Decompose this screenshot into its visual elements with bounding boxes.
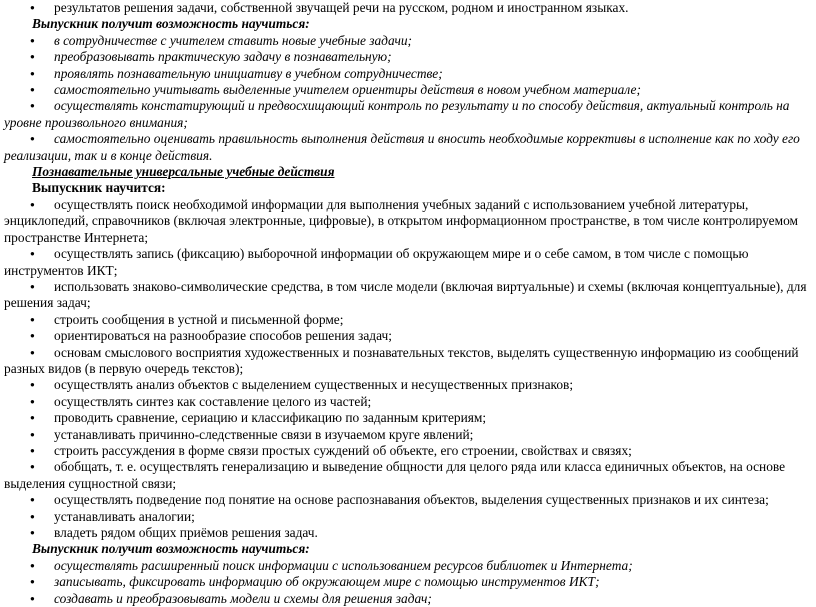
item-text: владеть рядом общих приёмов решения задач. xyxy=(54,525,318,540)
item-text: осуществлять подведение под понятие на основе распознавания объектов, выделения существенных признаков и их синтеза; xyxy=(54,492,769,508)
bullet-icon: ● xyxy=(30,347,35,357)
list-item xyxy=(0,525,816,541)
item-text: осуществлять поиск необходимой информации для выполнения учебных заданий с использованием учебной литературы, энциклопедий, справочников (включая электронные, цифровые), в открытом информационном пространстве, в том числе контролируемом пространстве Интернета; xyxy=(4,196,798,245)
item-text: проявлять познавательную инициативу в учебном сотрудничестве; xyxy=(54,65,443,81)
section-heading: Выпускник научится: xyxy=(32,180,166,196)
item-text: записывать, фиксировать информацию об окружающем мире с помощью инструментов ИКТ; xyxy=(54,574,600,590)
bullet-icon: ● xyxy=(30,429,35,439)
list-item xyxy=(0,131,816,164)
bullet-icon: ● xyxy=(30,35,35,45)
bullet-icon: ● xyxy=(30,445,35,455)
item-text: осуществлять синтез как составление целого из частей; xyxy=(54,393,372,409)
bullet-icon: ● xyxy=(30,85,35,95)
list-item xyxy=(0,345,816,378)
bullet-icon: ● xyxy=(30,199,35,209)
list-item xyxy=(0,328,816,344)
item-text: строить сообщения в устной и письменной форме; xyxy=(54,311,344,327)
bullet-icon: ● xyxy=(30,101,35,111)
bullet-icon: ● xyxy=(30,249,35,259)
list-item xyxy=(0,427,816,443)
list-item xyxy=(0,33,816,49)
item-text: ориентироваться на разнообразие способов решения задач; xyxy=(54,328,392,344)
list-item xyxy=(0,246,816,279)
bullet-icon: ● xyxy=(30,331,35,341)
list-item xyxy=(0,394,816,410)
bullet-icon: ● xyxy=(30,281,35,291)
list-item xyxy=(0,82,816,98)
list-item xyxy=(0,574,816,590)
list-item xyxy=(0,459,816,492)
list-item xyxy=(0,443,816,459)
item-text: устанавливать причинно-следственные связи в изучаемом круге явлений; xyxy=(54,426,474,442)
item-text: самостоятельно учитывать выделенные учителем ориентиры действия в новом учебном материале; xyxy=(54,82,641,98)
item-text: использовать знаково-символические средства, в том числе модели (включая виртуальные) и схемы (включая концептуальные), для решения задач; xyxy=(4,278,807,311)
list-item xyxy=(0,377,816,393)
bullet-icon: ● xyxy=(30,560,35,570)
list-item xyxy=(0,197,816,246)
bullet-icon: ● xyxy=(30,314,35,324)
list-item xyxy=(0,591,816,607)
list-item xyxy=(0,66,816,82)
bullet-icon: ● xyxy=(30,495,35,505)
section-title: Познавательные универсальные учебные действия xyxy=(32,164,335,180)
list-item xyxy=(0,279,816,312)
list-item xyxy=(0,0,816,16)
bullet-icon: ● xyxy=(30,511,35,521)
bullet-icon: ● xyxy=(30,413,35,423)
item-text: осуществлять расширенный поиск информации с использованием ресурсов библиотек и Интернета; xyxy=(54,557,633,573)
section-heading: Выпускник получит возможность научиться: xyxy=(32,16,310,32)
list-item xyxy=(0,410,816,426)
item-text: осуществлять анализ объектов с выделением существенных и несущественных признаков; xyxy=(54,377,574,393)
list-item xyxy=(0,312,816,328)
bullet-icon: ● xyxy=(30,396,35,406)
bullet-icon: ● xyxy=(30,52,35,62)
bullet-icon: ● xyxy=(30,528,35,537)
item-text: самостоятельно оценивать правильность выполнения действия и вносить необходимые коррективы в исполнение как по ходу его реализации, так и в конце действия. xyxy=(4,131,800,163)
item-text: проводить сравнение, сериацию и классификацию по заданным критериям; xyxy=(54,410,487,426)
bullet-icon: ● xyxy=(30,462,35,472)
list-item xyxy=(0,558,816,574)
bullet-icon: ● xyxy=(30,593,35,603)
bullet-icon: ● xyxy=(30,3,35,12)
list-item xyxy=(0,49,816,65)
list-item xyxy=(0,98,816,131)
item-text: обобщать, т. е. осуществлять генерализацию и выведение общности для целого ряда или класса единичных объектов, на основе выделения сущностной связи; xyxy=(4,459,786,491)
item-text: осуществлять констатирующий и предвосхищающий контроль по результату и по способу действия, актуальный контроль на уровне произвольного внимания; xyxy=(4,98,790,130)
bullet-icon: ● xyxy=(30,380,35,390)
item-text: основам смыслового восприятия художественных и познавательных текстов, выделять существенную информацию из сообщений разных видов (в первую очередь текстов); xyxy=(4,344,799,376)
item-text: результатов решения задачи, собственной звучащей речи на русском, родном и иностранном языках. xyxy=(54,0,629,15)
section-heading: Выпускник получит возможность научиться: xyxy=(32,541,310,557)
bullet-icon: ● xyxy=(30,577,35,587)
item-text: осуществлять запись (фиксацию) выборочной информации об окружающем мире и о себе самом, в том числе с помощью инструментов ИКТ; xyxy=(4,246,749,278)
item-text: устанавливать аналогии; xyxy=(54,508,195,524)
item-text: строить рассуждения в форме связи простых суждений об объекте, его строении, свойствах и связях; xyxy=(54,442,632,458)
item-text: создавать и преобразовывать модели и схемы для решения задач; xyxy=(54,590,432,606)
list-item xyxy=(0,492,816,508)
item-text: в сотрудничестве с учителем ставить новые учебные задачи; xyxy=(54,32,413,48)
bullet-icon: ● xyxy=(30,134,35,144)
bullet-icon: ● xyxy=(30,68,35,78)
item-text: преобразовывать практическую задачу в познавательную; xyxy=(54,49,392,65)
list-item xyxy=(0,509,816,525)
